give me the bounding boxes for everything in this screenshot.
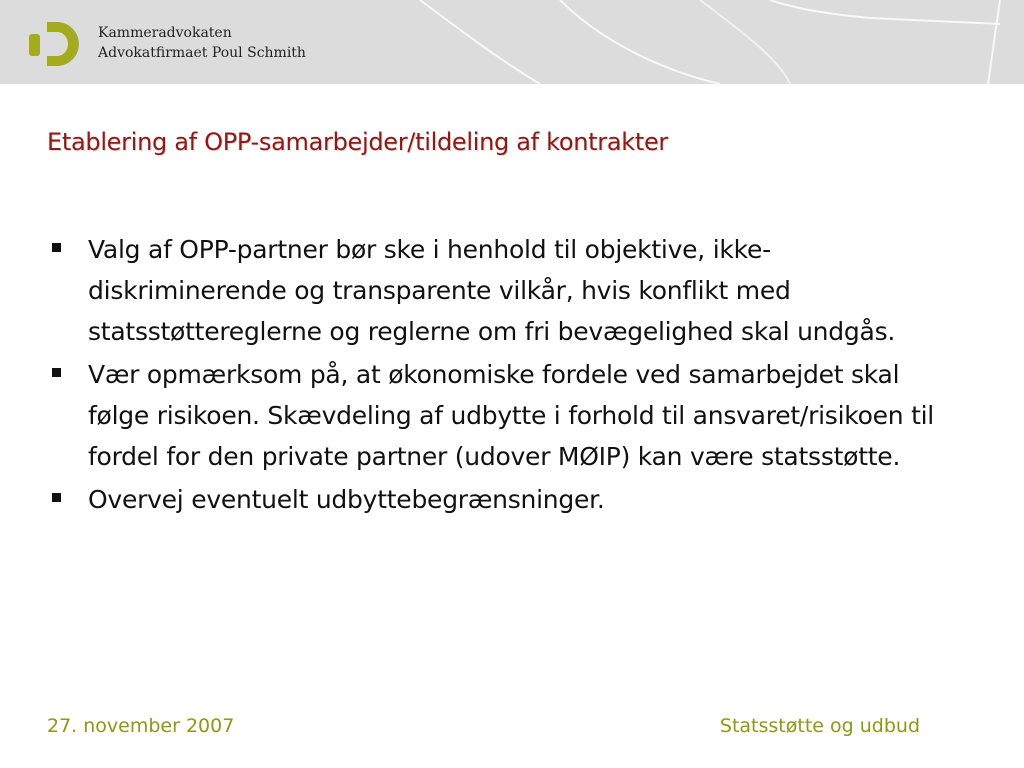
header-band (0, 0, 1024, 84)
bullet-item (48, 229, 968, 352)
slide-title: Etablering af OPP-samarbejder/tildeling af kontrakter (47, 128, 669, 156)
kammeradvokaten-logo (27, 20, 81, 68)
bullet-text: Vær opmærksom på, at økonomiske fordele ved samarbejdet skal følge risikoen. Skævdeling af udbytte i forhold til ansvaret/risikoen til fordel for den private partner (udover MØIP) kan være statsstøtte. (88, 360, 935, 471)
footer-topic: Statsstøtte og udbud (719, 715, 920, 737)
bullet-square-icon (52, 243, 61, 252)
bullet-item (48, 354, 968, 477)
bullet-square-icon (52, 493, 61, 502)
bullet-square-icon (52, 368, 61, 377)
bullet-item (48, 479, 968, 520)
footer-date: 27. november 2007 (47, 715, 235, 737)
firm-name-line1: Kammeradvokaten (98, 25, 232, 41)
firm-name-line2: Advokatfirmaet Poul Schmith (98, 45, 306, 61)
decorative-curves (0, 0, 1024, 84)
bullet-list (48, 229, 968, 522)
bullet-text: Valg af OPP-partner bør ske i henhold til objektive, ikke-diskriminerende og transparente vilkår, hvis konflikt med statsstøttereglerne og reglerne om fri bevægelighed skal undgås. (88, 235, 896, 346)
bullet-text: Overvej eventuelt udbyttebegrænsninger. (88, 485, 605, 514)
